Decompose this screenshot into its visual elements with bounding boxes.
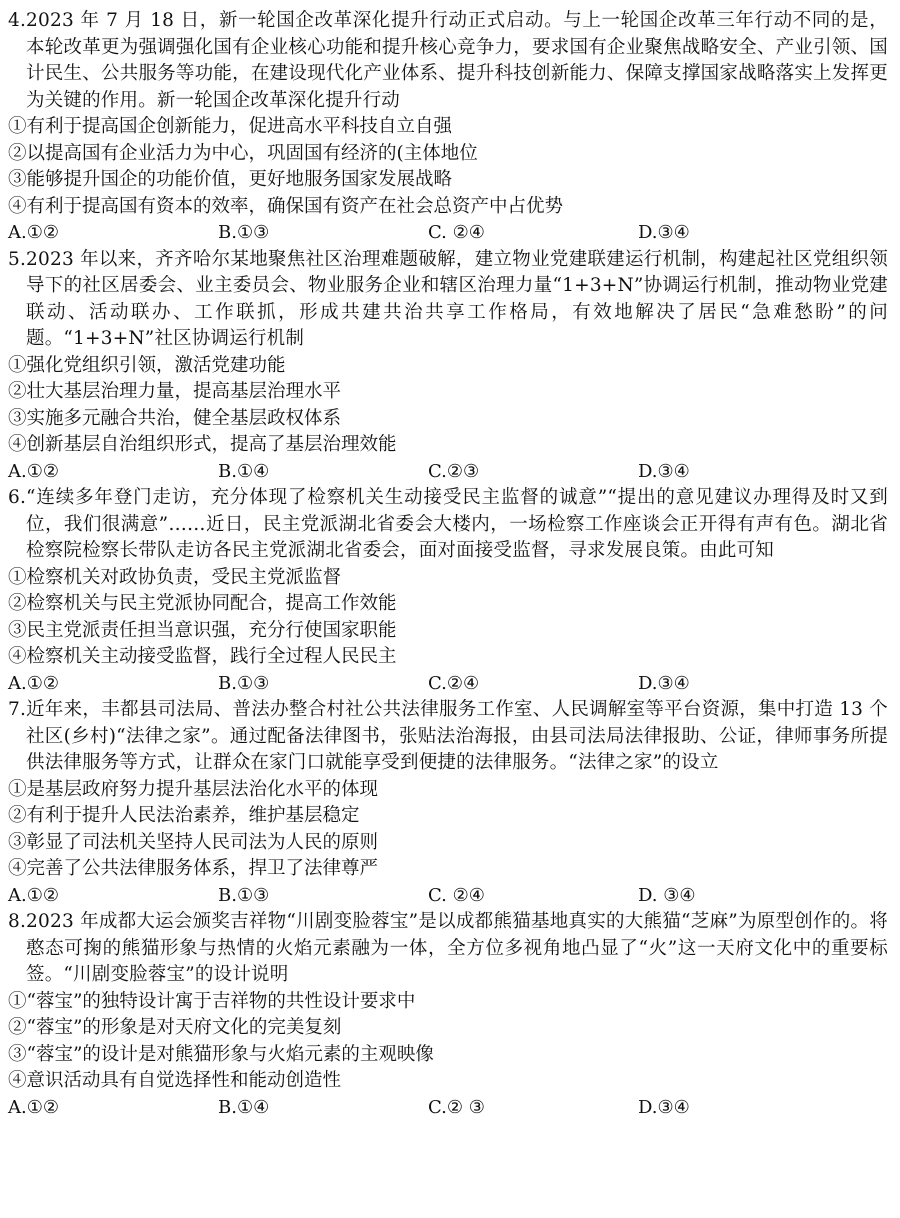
answer-choices [8,671,888,698]
choice-a: A.①② [8,884,59,906]
choice-a: A.①② [8,1096,59,1118]
statement-4: ④检察机关主动接受监督，践行全过程人民民主 [8,646,397,667]
question-stem: 4.2023 年 7 月 18 日，新一轮国企改革深化提升行动正式启动。与上一轮国企改革三年行动不同的是，本轮改革更为强调强化国有企业核心功能和提升核心竞争力，要求国有企业聚焦战略安全、产业引领、国计民生、公共服务等功能，在建设现代化产业体系、提升科技创新能力、保障支撑国家战略落实上发挥更为关键的作用。新一轮国企改革深化提升行动 [8,10,888,111]
choice-c: C.②④ [428,672,480,694]
question-stem: 7.近年来，丰都县司法局、普法办整合村社公共法律服务工作室、人民调解室等平台资源，集中打造 13 个社区(乡村)“法律之家”。通过配备法律图书，张贴法治海报，由县司法局法律报助、公证，律师事务所提供法律服务等方式，让群众在家门口就能享受到便捷的法律服务。“法律之家”的设立 [8,699,888,773]
question-7 [8,697,888,909]
statement-4: ④有利于提高国有资本的效率，确保国有资产在社会总资产中占优势 [8,195,564,217]
choice-d: D.③④ [638,460,690,482]
statement-1: ①是基层政府努力提升基层法治化水平的体现 [8,778,379,800]
choice-a: A.①② [8,222,59,243]
statement-1: ①强化党组织引领，激活党建功能 [8,354,286,376]
choice-d: D.③④ [638,222,690,243]
statement-4: ④意识活动具有自觉选择性和能动创造性 [8,1070,342,1091]
answer-choices [8,459,888,486]
choice-c: C. ②④ [428,222,485,243]
question-stem: 6.“连续多年登门走访，充分体现了检察机关生动接受民主监督的诚意”“提出的意见建议办理得及时又到位，我们很满意”……近日，民主党派湖北省委会大楼内，一场检察工作座谈会正开得有声有色。湖北省检察院检察长带队走访各民主党派湖北省委会，面对面接受监督，寻求发展良策。由此可知 [8,487,888,561]
statement-2: ②壮大基层治理力量，提高基层治理水平 [8,381,342,402]
statement-1: ①检察机关对政协负责，受民主党派监督 [8,566,342,588]
answer-choices [8,1095,888,1122]
statement-3: ③实施多元融合共治，健全基层政权体系 [8,407,342,429]
question-stem: 5.2023 年以来，齐齐哈尔某地聚焦社区治理难题破解，建立物业党建联建运行机制，构建起社区党组织领导下的社区居委会、业主委员会、物业服务企业和辖区治理力量“1+3+N”协调运行机制，推动物业党建联动、活动联办、工作联抓，形成共建共治共享工作格局，有效地解决了居民“急难愁盼”的问题。“1+3+N”社区协调运行机制 [8,248,888,349]
choice-b: B.①④ [218,1096,270,1118]
question-5 [8,247,888,486]
statement-3: ③“蓉宝”的设计是对熊猫形象与火焰元素的主观映像 [8,1043,434,1065]
choice-b: B.①④ [218,460,270,482]
statement-4: ④完善了公共法律服务体系，捍卫了法律尊严 [8,858,379,879]
statement-1: ①有利于提高国企创新能力，促进高水平科技自立自强 [8,116,453,137]
question-8 [8,909,888,1121]
choice-a: A.①② [8,460,59,482]
answer-choices [8,220,888,247]
choice-b: B.①③ [218,672,270,694]
statement-2: ②检察机关与民主党派协同配合，提高工作效能 [8,593,397,614]
statement-2: ②有利于提升人民法治素养，维护基层稳定 [8,805,360,826]
question-4 [8,8,888,247]
choice-b: B.①③ [218,222,270,243]
choice-d: D. ③④ [638,884,696,906]
statement-3: ③能够提升国企的功能价值，更好地服务国家发展战略 [8,169,453,190]
statement-3: ③彰显了司法机关坚持人民司法为人民的原则 [8,831,379,853]
choice-c: C. ②④ [428,884,485,906]
question-6 [8,485,888,697]
choice-d: D.③④ [638,1096,690,1118]
statement-1: ①“蓉宝”的独特设计寓于吉祥物的共性设计要求中 [8,990,416,1012]
statement-2: ②以提高国有企业活力为中心，巩固国有经济的(主体地位 [8,142,478,164]
choice-a: A.①② [8,672,59,694]
answer-choices [8,883,888,910]
choice-c: C.② ③ [428,1096,485,1118]
statement-4: ④创新基层自治组织形式，提高了基层治理效能 [8,434,397,455]
choice-d: D.③④ [638,672,690,694]
choice-c: C.②③ [428,460,480,482]
question-stem: 8.2023 年成都大运会颁奖吉祥物“川剧变脸蓉宝”是以成都熊猫基地真实的大熊猫“芝麻”为原型创作的。将憨态可掬的熊猫形象与热情的火焰元素融为一体，全方位多视角地凸显了“火”这一天府文化中的重要标签。“川剧变脸蓉宝”的设计说明 [8,911,888,985]
choice-b: B.①③ [218,884,270,906]
statement-2: ②“蓉宝”的形象是对天府文化的完美复刻 [8,1017,342,1038]
statement-3: ③民主党派责任担当意识强，充分行使国家职能 [8,619,397,641]
